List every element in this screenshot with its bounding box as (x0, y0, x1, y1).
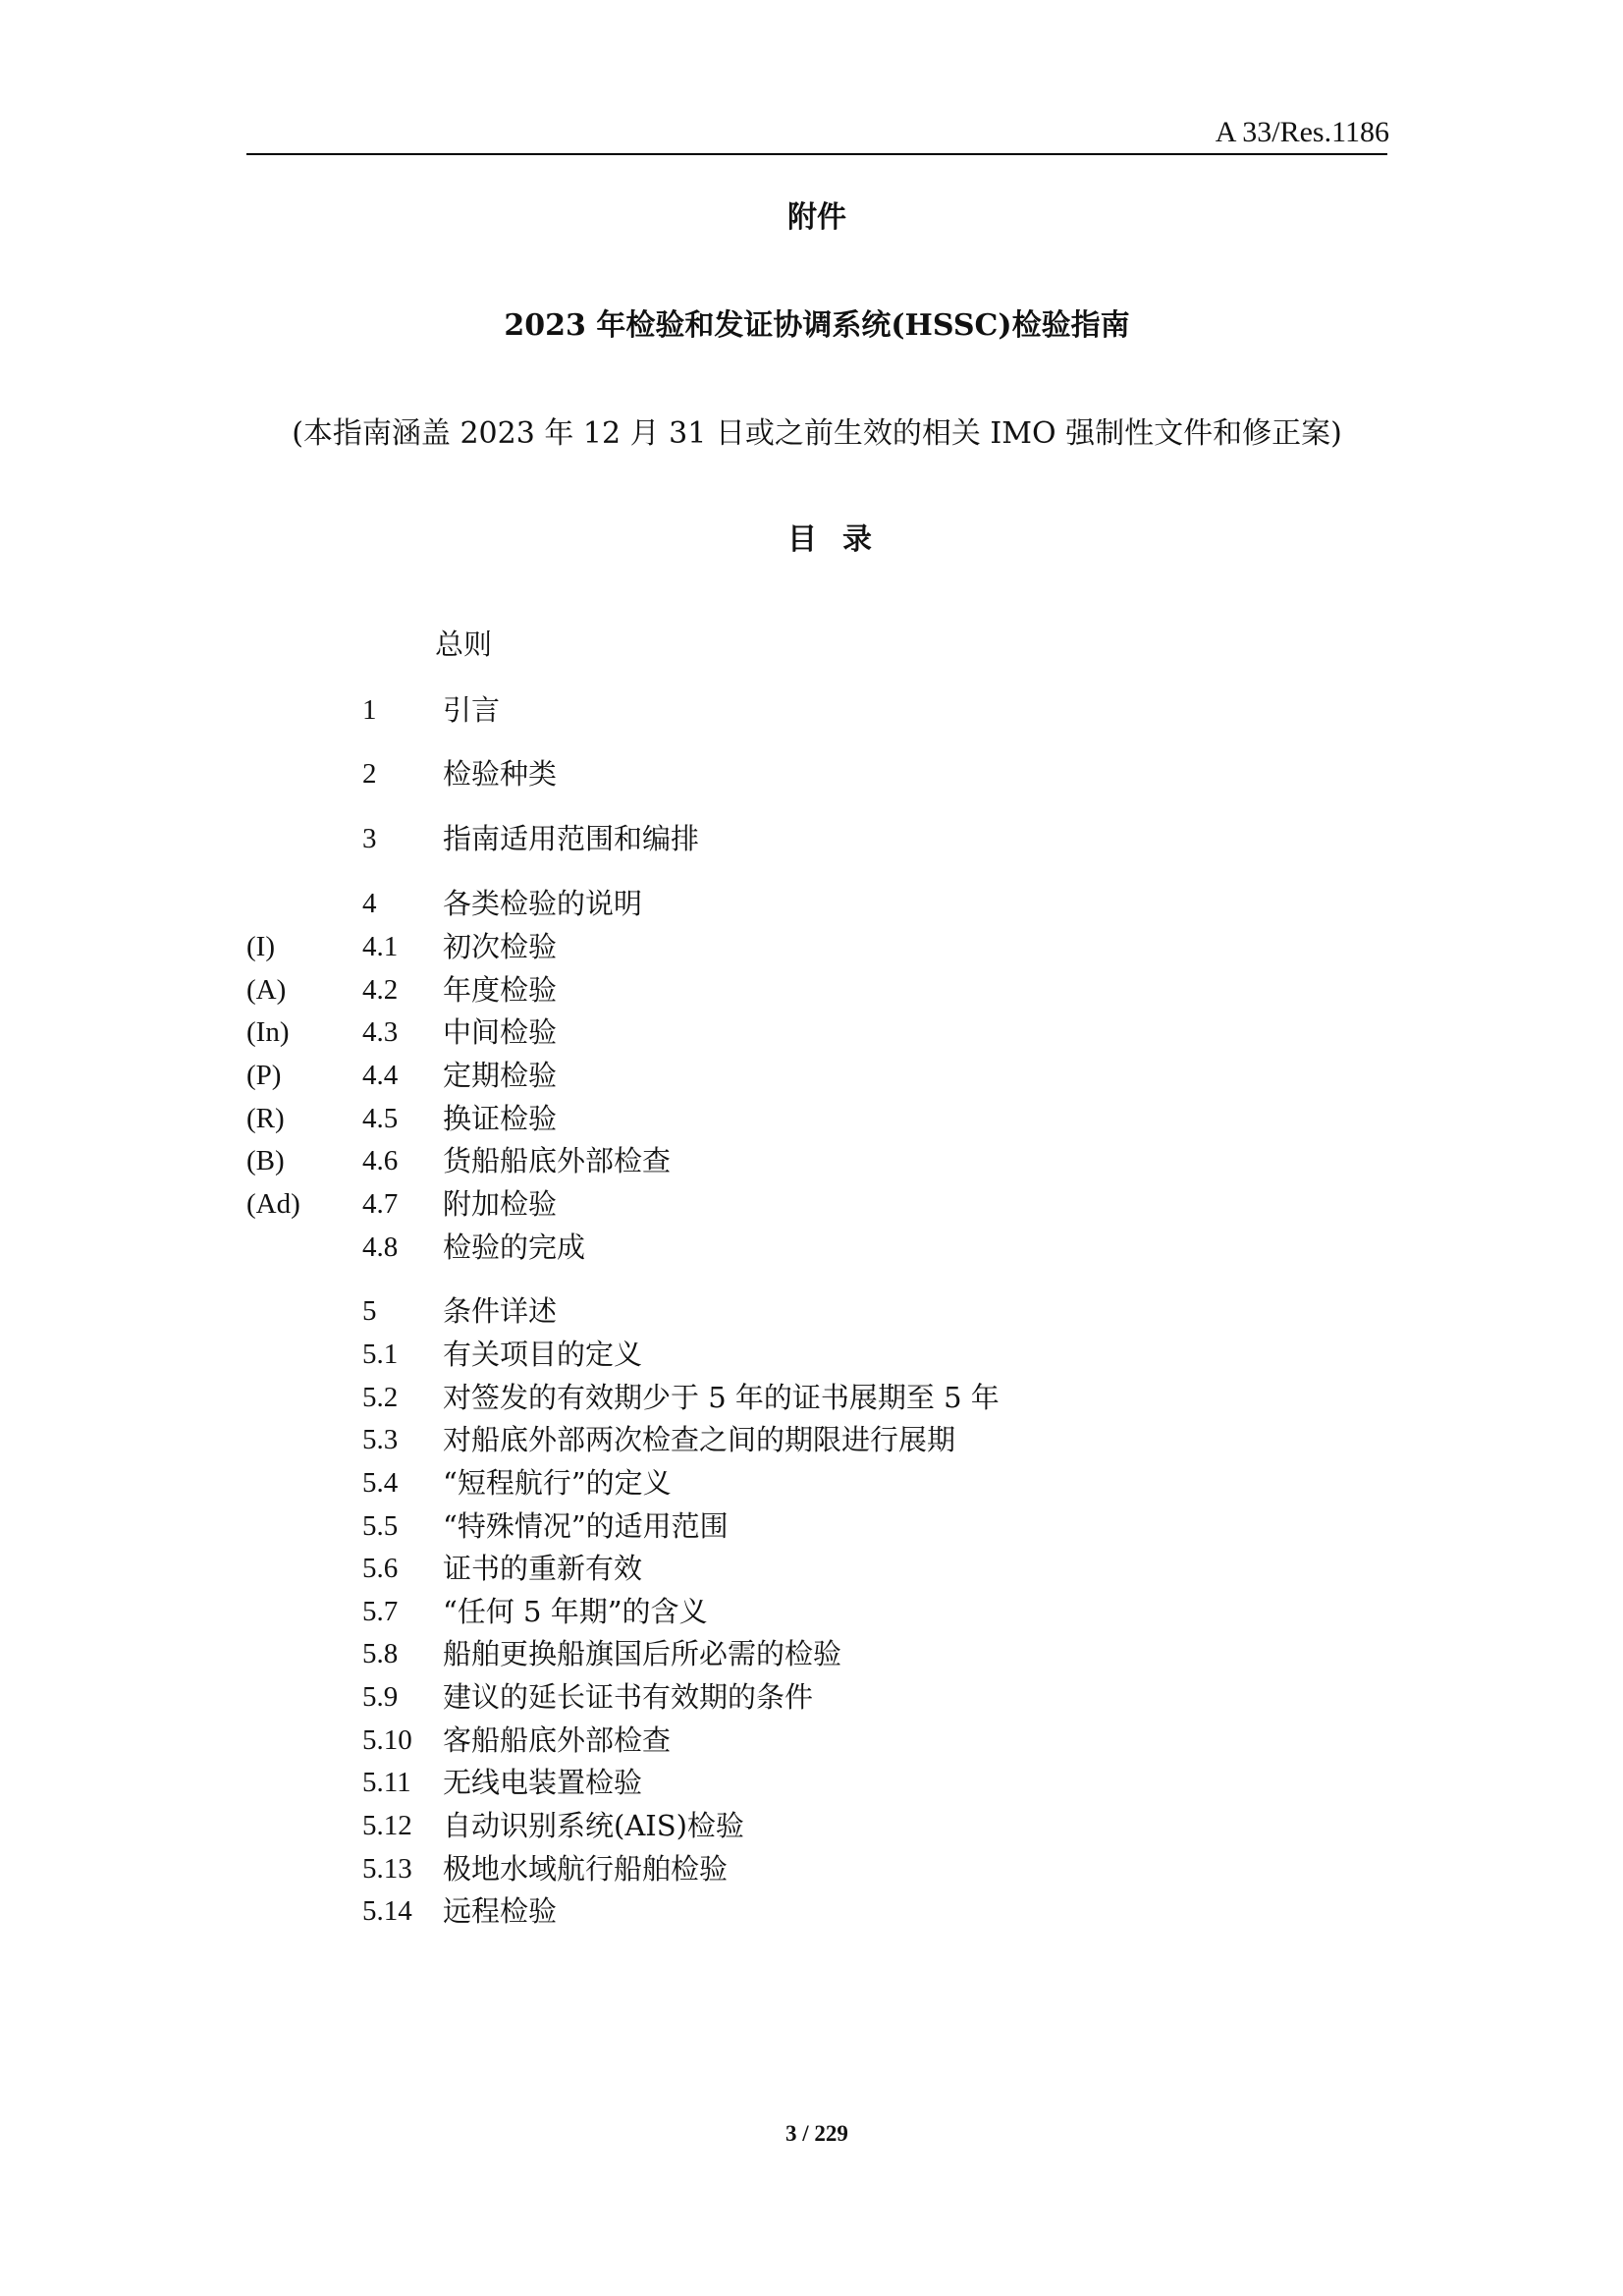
toc-label: 对签发的有效期少于 5 年的证书展期至 5 年 (443, 1381, 1000, 1414)
toc-number: 5.12 (362, 1810, 412, 1841)
toc-label: 检验的完成 (443, 1230, 586, 1264)
toc-row (0, 690, 1623, 730)
toc-number: 5.5 (362, 1510, 399, 1542)
toc-number: 4.8 (362, 1231, 399, 1263)
toc-label: 极地水域航行船舶检验 (443, 1852, 729, 1886)
toc-heading: 目录 (787, 522, 897, 557)
toc-number: 4.1 (362, 931, 399, 962)
toc-number: 5.11 (362, 1767, 411, 1798)
toc-abbr: (Ad) (246, 1188, 300, 1220)
toc-number: 4.5 (362, 1103, 399, 1134)
toc-number: 4.3 (362, 1016, 399, 1048)
toc-label: 指南适用范围和编排 (443, 822, 700, 855)
toc-general-label: 总则 (435, 628, 493, 661)
toc-label: 建议的延长证书有效期的条件 (443, 1680, 814, 1714)
toc-label: 检验种类 (443, 757, 558, 791)
toc-number: 3 (362, 823, 377, 854)
toc-number: 5.8 (362, 1638, 399, 1669)
toc-row (0, 1012, 1623, 1052)
annex-title: 附件 (787, 200, 846, 235)
toc-abbr: (A) (246, 974, 287, 1006)
toc-label: 附加检验 (443, 1187, 558, 1221)
toc-row (0, 819, 1623, 858)
toc-label: 无线电装置检验 (443, 1766, 643, 1799)
toc-number: 5.9 (362, 1681, 399, 1713)
toc-row (0, 884, 1623, 923)
toc-label: 船舶更换船旗国后所必需的检验 (443, 1637, 842, 1670)
toc-abbr: (P) (246, 1060, 282, 1091)
toc-row (0, 1099, 1623, 1138)
toc-number: 1 (362, 694, 377, 726)
toc-row (0, 1721, 1623, 1760)
toc-number: 5.3 (362, 1424, 399, 1455)
toc-row (0, 1891, 1623, 1931)
toc-abbr: (I) (246, 931, 275, 962)
toc-row (0, 1763, 1623, 1802)
toc-row (0, 970, 1623, 1010)
toc-number: 5.13 (362, 1853, 412, 1885)
toc-row (0, 1463, 1623, 1503)
toc-number: 2 (362, 758, 377, 790)
toc-label: 自动识别系统(AIS)检验 (443, 1809, 744, 1842)
toc-number: 5.10 (362, 1724, 412, 1756)
toc-label: “特殊情况”的适用范围 (443, 1509, 729, 1543)
toc-row (0, 1806, 1623, 1845)
toc-number: 5.2 (362, 1382, 399, 1413)
toc-label: 年度检验 (443, 973, 558, 1007)
toc-number: 5.6 (362, 1553, 399, 1584)
toc-number: 5 (362, 1295, 377, 1327)
toc-row (0, 1184, 1623, 1224)
toc-label: 引言 (443, 693, 501, 727)
toc-label: 初次检验 (443, 930, 558, 963)
toc-row (0, 1549, 1623, 1588)
toc-row (0, 754, 1623, 793)
toc-row (0, 1420, 1623, 1459)
toc-label: 条件详述 (443, 1294, 558, 1328)
toc-number: 5.7 (362, 1596, 399, 1627)
toc-row (0, 1592, 1623, 1631)
toc-row (0, 1335, 1623, 1374)
toc-row (0, 1056, 1623, 1095)
toc-row (0, 1228, 1623, 1267)
toc-label: 远程检验 (443, 1894, 558, 1928)
toc-label: “短程航行”的定义 (443, 1466, 672, 1500)
toc-row (0, 927, 1623, 966)
toc-label: 各类检验的说明 (443, 887, 643, 920)
toc-label: 中间检验 (443, 1015, 558, 1049)
page-number: 3 / 229 (785, 2121, 848, 2146)
toc-number: 4.6 (362, 1145, 399, 1176)
toc-label: “任何 5 年期”的含义 (443, 1595, 708, 1628)
toc-label: 客船船底外部检查 (443, 1723, 672, 1757)
toc-row (0, 1506, 1623, 1546)
toc-number: 4 (362, 888, 377, 919)
toc-row (0, 1634, 1623, 1673)
toc-label: 对船底外部两次检查之间的期限进行展期 (443, 1423, 956, 1456)
document-title: 2023 年检验和发证协调系统(HSSC)检验指南 (504, 308, 1130, 343)
toc-label: 定期检验 (443, 1059, 558, 1092)
toc-label: 货船船底外部检查 (443, 1144, 672, 1177)
toc-number: 4.2 (362, 974, 399, 1006)
document-subtitle: (本指南涵盖 2023 年 12 月 31 日或之前生效的相关 IMO 强制性文件和修正案) (292, 416, 1342, 451)
toc-row (0, 1378, 1623, 1417)
toc-number: 5.1 (362, 1339, 399, 1370)
toc-abbr: (B) (246, 1145, 285, 1176)
toc-number: 4.7 (362, 1188, 399, 1220)
toc-label: 换证检验 (443, 1102, 558, 1135)
toc-general-row (0, 625, 1623, 664)
toc-row (0, 1291, 1623, 1331)
document-code: A 33/Res.1186 (1215, 116, 1389, 148)
toc-row (0, 1677, 1623, 1717)
toc-abbr: (In) (246, 1016, 290, 1048)
toc-number: 5.14 (362, 1895, 412, 1927)
toc-number: 5.4 (362, 1467, 399, 1499)
toc-label: 有关项目的定义 (443, 1338, 643, 1371)
toc-label: 证书的重新有效 (443, 1552, 643, 1585)
toc-row (0, 1849, 1623, 1888)
toc-row (0, 1141, 1623, 1180)
toc-number: 4.4 (362, 1060, 399, 1091)
toc-abbr: (R) (246, 1103, 285, 1134)
